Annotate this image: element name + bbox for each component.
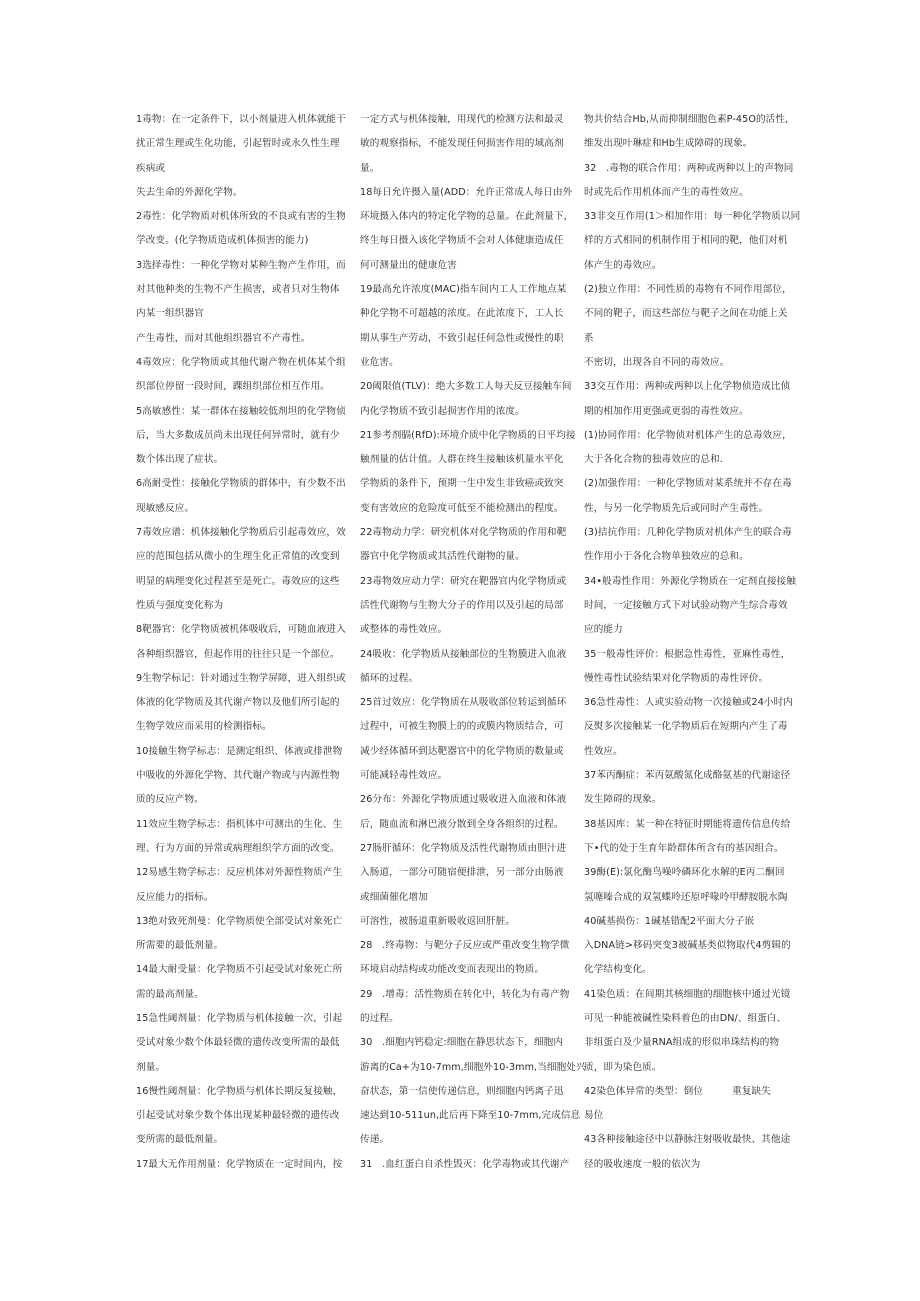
text-column-right <box>584 108 814 1177</box>
text-line: 反应能力的指标。 <box>136 891 214 903</box>
text-line: (2)独立作用：不同性质的毒物有不同作用部位， <box>584 284 792 296</box>
text-line: 反熨多次接触某一化学物质后在短期内产生了毒 <box>584 721 788 733</box>
text-line: 触剂量的估计值。人群在终生接触该机量水平化 <box>360 454 564 466</box>
text-line: 业危害。 <box>360 356 399 368</box>
text-line: 43各种接触途径中以静脉注射吸收最快、其他途 <box>584 1134 791 1146</box>
text-line: 体液的化学物质及其代谢产物以及他们所引起的 <box>136 697 340 709</box>
text-line: 过程中，可被生物膜上的的或膜内物质结合，可 <box>360 721 564 733</box>
text-line: 10接触生物学标志：是测定组织、体液或排泄物 <box>136 745 343 757</box>
text-line: 34•般毒性作用：外源化学物质在一定剂直接接触 <box>584 575 797 587</box>
text-line: 种化学物不可超越的浓度。在此浓度下，工人长 <box>360 308 564 320</box>
text-line: 环境启动结构或功能改变而表现出的物质。 <box>360 964 545 976</box>
text-line: 8靶器官：化学物质被机体吸收后，可随血液进入 <box>136 624 346 636</box>
text-column-left <box>136 108 366 1177</box>
text-line: 速达到10-511un,此后再下降至10-7mm,完成信息 <box>360 1110 581 1122</box>
text-line: 游离的Ca+为10-7mm,细胞外10-3mm,当细胞处兴 <box>360 1061 586 1073</box>
text-line: 性作用小于各化合物单独效应的总和。 <box>584 551 749 563</box>
text-line: 41染色质：在间期其核细胞的细胞核中通过光镜 <box>584 988 791 1000</box>
text-line: 疾病或 <box>136 162 166 174</box>
text-line: 后，随血流和淋巴液分散到全身各组织的过程。 <box>360 818 564 830</box>
text-line: 时间，一定接触方式下对试验动物产生综合毒效 <box>584 599 788 611</box>
text-line: 失去生命的外源化学物。 <box>136 186 243 198</box>
text-line: 生物学效应而采用的检测指标。 <box>136 721 272 733</box>
text-line: 下•代的处于生育年龄群体所含有的基因组合。 <box>584 842 784 854</box>
text-line: 31 .血红蛋白自杀性毁灭：化学毒物或其代谢产 <box>360 1158 570 1170</box>
text-line: 27肠肝循环：化学物质及活性代谢物质由胆汁进 <box>360 842 567 854</box>
text-line: 应的能力 <box>584 624 623 636</box>
text-line: 13绝对致死剂曼：化学物质使全部受试对象死亡 <box>136 915 343 927</box>
text-line: 减少经体循环到达靶器官中的化学物质的数量或 <box>360 745 564 757</box>
text-line: 各种组织器官，但起作用的往往只是一个部位。 <box>136 648 340 660</box>
text-line: 后，当大多数成员尚未出现任何异常时，就有少 <box>136 429 340 441</box>
text-line: 慢性毒性试验结果对化学物质的毒性评价。 <box>584 672 769 684</box>
text-line: 扰正常生理或生化功能，引起暂时或永久性生理 <box>136 138 340 150</box>
text-line: 性质与强度变化称为 <box>136 599 224 611</box>
text-line: 体产生的毒效应。 <box>584 259 662 271</box>
text-line: 环境摄入体内的特定化学物的总量。在此剂量下， <box>360 211 574 223</box>
text-line: 入肠道，一部分可随宿便排泄，另一部分由肠液 <box>360 867 564 879</box>
text-line: 非组蛋白及少量RNA组成的形似串珠结构的物 <box>584 1037 780 1049</box>
text-line: 22毒物动力学：研究机体对化学物质的作用和靶 <box>360 527 567 539</box>
text-line: 性，与另一化学物质先后或同时产生毒性。 <box>584 502 769 514</box>
text-line: 变有害效应的危险度可低至不能检测出的程度。 <box>360 502 564 514</box>
text-line: 或细菌催化增加 <box>360 891 428 903</box>
text-line: 入DNA链>移码突变3被碱基类似物取代4剪辑的 <box>584 940 791 952</box>
text-line: 期的相加作用更强或更弱的毒性效应。 <box>584 405 749 417</box>
text-line: 1毒物：在一定条件下，以小剂量进入机体就能干 <box>136 114 346 125</box>
text-line: 变所需的最低剂量。 <box>136 1134 224 1146</box>
text-line: 35一般毒性评价：根据急性毒性，亚麻性毒性， <box>584 648 791 660</box>
text-line: 循环的过程。 <box>360 672 419 684</box>
text-line: 内化学物质不致引起损害作用的浓度。 <box>360 405 525 417</box>
text-line: 理、行为方面的异常或病理组织学方面的改变。 <box>136 842 340 854</box>
text-line: 40碱基损伤：1碱基错配2平面大分子嵌 <box>584 915 755 927</box>
text-line: 21参考剂膈(RfD):环境介质中化学物质的日平均接 <box>360 429 576 441</box>
text-line: 9生物学标记：针对通过生物学屏障，进入组织或 <box>136 672 346 684</box>
text-line: 质的反应产物。 <box>136 794 204 806</box>
text-line: 4毒效应：化学物质或其他代谢产物在机体某个组 <box>136 356 346 368</box>
text-line: 氢噻嗪合成的双氢蝶呤还原呼喙呤甲酵胺脱水陶 <box>584 891 788 903</box>
text-line: 29 .增毒：活性物质在转化中，转化为有毒产物 <box>360 988 570 1000</box>
text-line: 样的方式相同的机制作用于相同的靶，他们对机 <box>584 235 788 247</box>
text-line: 物共价结合Hb,从而抑制细胞色素P-45O的活性， <box>584 114 795 125</box>
text-line: 受试对象少数个体最轻微的遗传改变所需的最低 <box>136 1037 340 1049</box>
text-line: 23毒物效应动力学：研究在靶器官内化学物质或 <box>360 575 567 587</box>
text-line: 易位 <box>584 1110 604 1122</box>
text-line: (3)拮抗作用：几种化学物质对机体产生的联合毒 <box>584 527 792 539</box>
text-line: 系 <box>584 332 594 344</box>
text-line: 20阈限值(TLV)：绝大多数工人每天反豆接触车间 <box>360 381 572 393</box>
text-line: 需的最高剂量。 <box>136 988 204 1000</box>
text-line: 传递。 <box>360 1134 390 1146</box>
text-line: 15急性阈剂量：化学物质与机体接触一次，引起 <box>136 1012 343 1024</box>
text-line: 19最高允许浓度(MAC)指车间内工人工作地点某 <box>360 284 567 296</box>
text-line: 不同的靶子，而这些部位与靶子之间在功能上关 <box>584 308 788 320</box>
text-line: 2毒性：化学物质对机体所致的不良或有害的生物 <box>136 211 346 223</box>
text-line: 内某一组织器官 <box>136 308 204 320</box>
text-line: 中吸收的外源化学物、其代谢产物或与内源性物 <box>136 770 340 782</box>
text-line: 24吸收：化学物质从接触部位的生物膜进入血液 <box>360 648 567 660</box>
text-line: 39酶(E):氯化酶鸟噪呤磷环化水解的E丙二酮回 <box>584 867 785 879</box>
text-line: 维发出现叶琳症和Hb生成障碍的现象。 <box>584 138 753 150</box>
text-line: 质，即为染色质。 <box>584 1061 662 1073</box>
text-line: 26分布：外源化学物质通过吸收进入血液和体液 <box>360 794 567 806</box>
text-line: 38基因库：某一种在特征时期能将遗传信息传给 <box>584 818 791 830</box>
text-line: 明显的病理变化过程甚至是死亡。毒效应的这些 <box>136 575 340 587</box>
text-line: 量。 <box>360 162 380 174</box>
text-line: 径的吸收速度一般的依次为 <box>584 1158 701 1170</box>
text-line: 5高敏感性：某一群体在接触较低剂坦的化学物侦 <box>136 405 346 417</box>
text-line: 可见一种能被碱性染料着色的由DN/、组蛋白、 <box>584 1012 787 1024</box>
text-line: 可溶性，被肠道重新吸收返回肝脏。 <box>360 915 516 927</box>
text-line: 一定方式与机体接触，用现代的检测方法和最灵 <box>360 114 564 125</box>
text-line: (2)加强作用：一种化学物质对某系统并不存在毒 <box>584 478 792 490</box>
text-line: 发生障碍的现象。 <box>584 794 662 806</box>
text-line: 时或先后作用机体而产生的毒性效应。 <box>584 186 749 198</box>
text-line: 所需要的最低剂量。 <box>136 940 224 952</box>
text-line: 活性代谢物与生物大分子的作用以及引起的局部 <box>360 599 564 611</box>
text-line: 12易感生物学标志：反应机体对外源性物质产生 <box>136 867 343 879</box>
text-line: 18每日允许摄入量(ADD：允许正常成人每日由外 <box>360 186 573 198</box>
text-line: 数个体出现了症状。 <box>136 454 224 466</box>
text-line: 14最大耐受量：化学物质不引起受试对象死亡所 <box>136 964 343 976</box>
text-column-middle <box>360 108 586 1177</box>
text-line: 11效应生物学标志：指机体中可测出的生化、生 <box>136 818 343 830</box>
text-line: 可能减轻毒性效应。 <box>360 770 448 782</box>
text-line: 28 .终毒物：与靶分子反应或严重改变生物学微 <box>360 940 570 952</box>
text-line: 化学结构变化。 <box>584 964 652 976</box>
text-line: 大于各化合物的独毒效应的总和. <box>584 454 723 466</box>
text-line: 现敏感反应。 <box>136 502 195 514</box>
text-line: 引起受试对象少数个体出现某种最轻微的遗传改 <box>136 1110 340 1122</box>
text-line: 何可测量出的健康危害 <box>360 259 457 271</box>
text-line: 奋状态，第一信使传递信息，则细胞内钙离子迅 <box>360 1085 564 1097</box>
text-line: (1)协同作用：化学物侦对机体产生的总毒效应， <box>584 429 792 441</box>
text-line: 36急性毒性：人或实验动物一次接触或24小时内 <box>584 697 793 709</box>
text-line: 剂量。 <box>136 1061 166 1073</box>
text-line: 学改变。(化学物质造成机体损害的能力) <box>136 235 309 247</box>
text-line: 敏的观察指标，不能发现任何损害作用的域高剂 <box>360 138 564 150</box>
text-line: 30 .细胞内钙稳定:细胞在静思状态下，细胞内 <box>360 1037 564 1049</box>
text-line: 产生毒性，而对其他组织器官不产毒性。 <box>136 332 311 344</box>
text-line: 16慢性阈剂量：化学物质与机体长期反复接触， <box>136 1085 343 1097</box>
text-line: 25首过效应：化学物质在从吸收部位转运到循环 <box>360 697 567 709</box>
text-line: 对其他种类的生物不产生损害，或者只对生物体 <box>136 284 340 296</box>
text-line: 器官中化学物质或其活性代谢物的量。 <box>360 551 525 563</box>
text-line: 7毒效应谱：机体接触化学物质后引起毒效应，效 <box>136 527 346 539</box>
text-line: 42染色体异常的类型：倒位 重复缺失 <box>584 1085 771 1097</box>
text-line: 6高耐受性：接触化学物质的群体中，有少数不出 <box>136 478 346 490</box>
text-line: 的过程。 <box>360 1012 399 1024</box>
text-line: 性效应。 <box>584 745 623 757</box>
text-line: 学物质的条件下，预期一生中发生非致癌或致突 <box>360 478 564 490</box>
text-line: 33非交互作用(1＞相加作用：每一种化学物质以同 <box>584 211 801 223</box>
text-line: 17最大无作用剂量：化学物质在一定时间内，按 <box>136 1158 343 1170</box>
text-line: 终生每日摄入该化学物质不会对人体健康造成任 <box>360 235 564 247</box>
text-line: 期从事生产劳动，不致引起任何急性或慢性的职 <box>360 332 564 344</box>
text-line: 37苯丙酮症：苯丙氨酸氮化成酪氨基的代谢途径 <box>584 770 791 782</box>
text-line: 3选择毒性：一种化学物对某种生物产生作用，而 <box>136 259 346 271</box>
text-line: 不密切，出现各自不同的毒效应。 <box>584 356 730 368</box>
text-line: 32 .毒物的联合作用：两种或两种以上的声物同 <box>584 162 794 174</box>
text-line: 或整体的毒性效应。 <box>360 624 448 636</box>
text-line: 33交互作用：两种或两种以上化学物侦造成比侦 <box>584 381 791 393</box>
text-line: 应的范围包括从微小的生理生化正常值的改变到 <box>136 551 340 563</box>
text-line: 织部位停留一段时间，踝组织部位相互作用。 <box>136 381 330 393</box>
